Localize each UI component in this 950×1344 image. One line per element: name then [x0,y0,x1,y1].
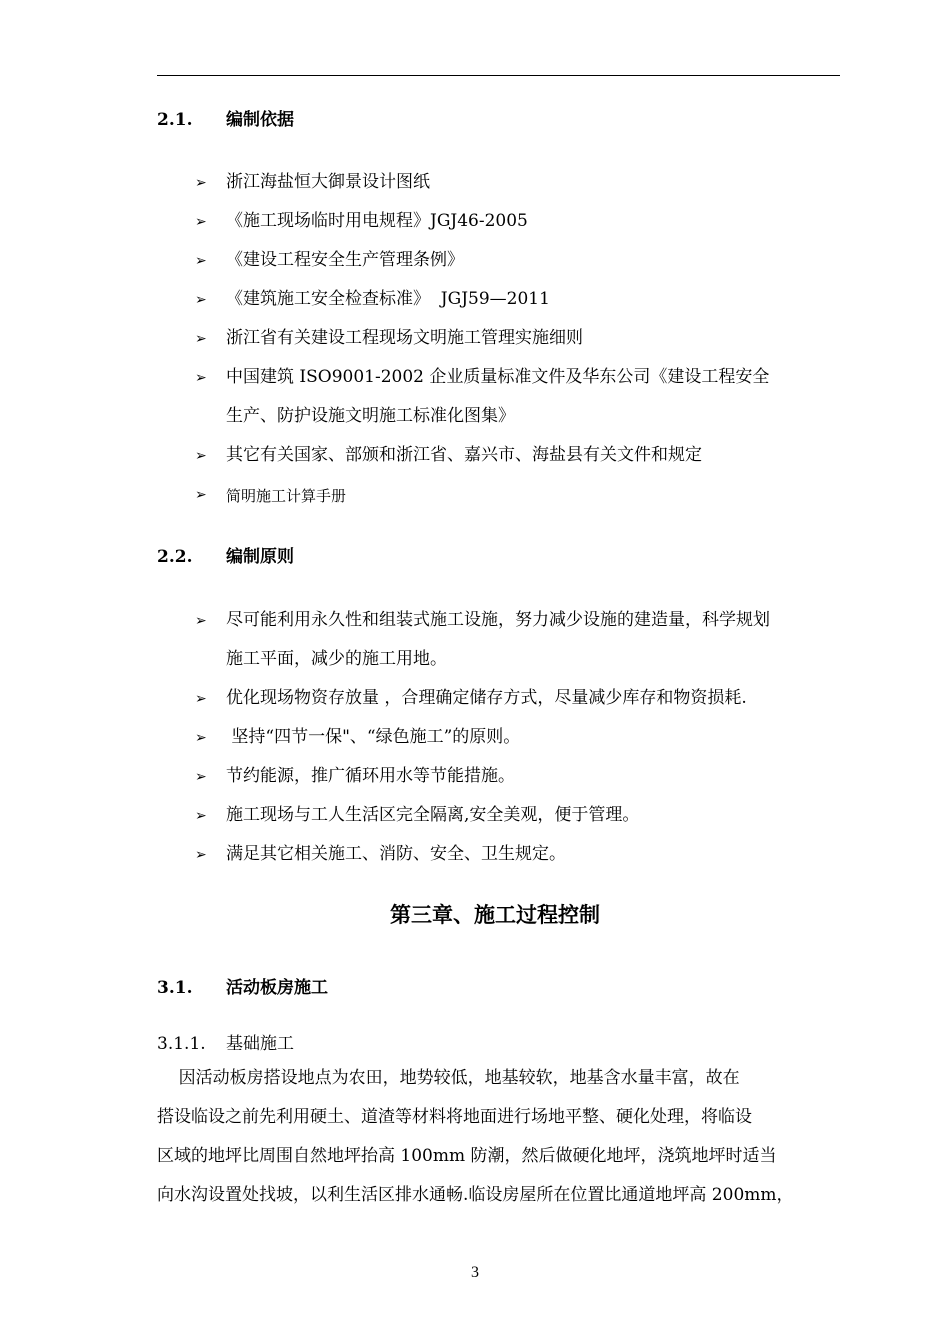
list-item-continuation: 施工平面，减少的施工用地。 [226,649,447,669]
section-heading-3-1 [157,978,328,998]
list-item-continuation: 生产、防护设施文明施工标准化图集》 [226,406,515,426]
paragraph-line: 区域的地坪比周围自然地坪抬高 100mm 防潮，然后做硬化地坪，浇筑地坪时适当 [157,1146,777,1166]
list-item-text: 简明施工计算手册 [226,487,347,505]
list-item-text: 浙江省有关建设工程现场文明施工管理实施细则 [226,328,583,348]
chapter-title: 第三章、施工过程控制 [390,903,600,927]
header-rule [157,75,840,76]
arrow-bullet-icon: ➢ [195,370,207,386]
section-number: 2.1. [157,110,193,130]
list-item-text: 《建设工程安全生产管理条例》 [226,250,464,270]
arrow-bullet-icon: ➢ [195,808,207,824]
list-item-text: 优化现场物资存放量 ，合理确定储存方式，尽量减少库存和物资损耗. [226,688,747,708]
page-number: 3 [471,1264,479,1281]
subsection-title: 基础施工 [226,1034,294,1054]
subsection-heading-3-1-1 [157,1034,294,1054]
list-item-text: 施工现场与工人生活区完全隔离,安全美观，便于管理。 [226,805,640,825]
list-item-text: 《施工现场临时用电规程》JGJ46-2005 [226,211,528,231]
section-number: 3.1. [157,978,193,998]
list-item-text: 中国建筑 ISO9001-2002 企业质量标准文件及华东公司《建设工程安全 [226,367,770,387]
paragraph-line: 搭设临设之前先利用硬土、道渣等材料将地面进行场地平整、硬化处理，将临设 [157,1107,752,1127]
list-item-text: 坚持“四节一保"、“绿色施工”的原则。 [226,727,521,747]
list-item-text: 满足其它相关施工、消防、安全、卫生规定。 [226,844,566,864]
arrow-bullet-icon: ➢ [195,613,207,629]
arrow-bullet-icon: ➢ [195,214,207,230]
section-title: 活动板房施工 [226,978,328,998]
arrow-bullet-icon: ➢ [195,292,207,308]
arrow-bullet-icon: ➢ [195,769,207,785]
list-item-text: 《建筑施工安全检查标准》 JGJ59—2011 [226,289,550,309]
arrow-bullet-icon: ➢ [195,253,207,269]
section-number: 2.2. [157,547,193,567]
section-heading-2-2 [157,547,294,567]
list-item-text: 尽可能利用永久性和组装式施工设施，努力减少设施的建造量，科学规划 [226,610,770,630]
section-title: 编制原则 [226,547,294,567]
section-heading-2-1 [157,110,294,130]
arrow-bullet-icon: ➢ [195,487,207,503]
arrow-bullet-icon: ➢ [195,448,207,464]
arrow-bullet-icon: ➢ [195,175,207,191]
arrow-bullet-icon: ➢ [195,730,207,746]
subsection-number: 3.1.1. [157,1034,206,1054]
arrow-bullet-icon: ➢ [195,331,207,347]
paragraph-line: 向水沟设置处找坡，以利生活区排水通畅.临设房屋所在位置比通道地坪高 200mm， [157,1185,794,1205]
list-item-text: 其它有关国家、部颁和浙江省、嘉兴市、海盐县有关文件和规定 [226,445,702,465]
list-item-text: 节约能源，推广循环用水等节能措施。 [226,766,515,786]
section-title: 编制依据 [226,110,294,130]
paragraph-line: 因活动板房搭设地点为农田，地势较低，地基较软，地基含水量丰富，故在 [157,1068,740,1088]
arrow-bullet-icon: ➢ [195,691,207,707]
arrow-bullet-icon: ➢ [195,847,207,863]
list-item-text: 浙江海盐恒大御景设计图纸 [226,172,430,192]
